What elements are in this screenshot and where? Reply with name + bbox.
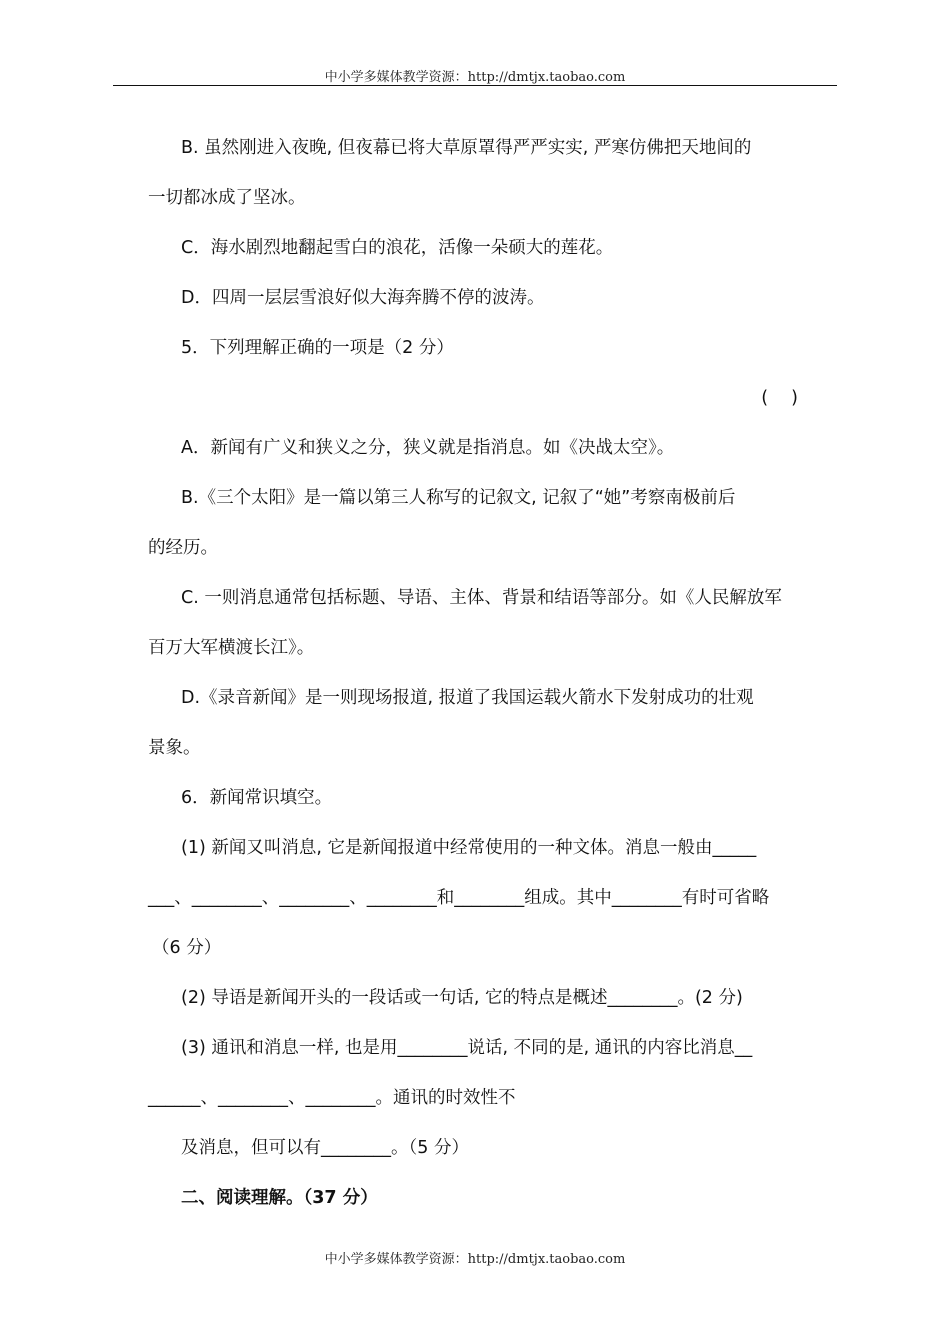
text-line: 百万大军横渡长江》。: [148, 638, 315, 658]
text-line: 及消息，但可以有________。（5 分）: [181, 1138, 469, 1158]
text-line: C．海水剧烈地翻起雪白的浪花，活像一朵硕大的莲花。: [181, 238, 614, 258]
text-line: D．四周一层层雪浪好似大海奔腾不停的波涛。: [181, 288, 545, 308]
question-6-title: 6．新闻常识填空。: [181, 788, 333, 808]
header-divider: [113, 85, 837, 86]
text-line: 一切都冰成了坚冰。: [148, 188, 306, 208]
page-footer-text: 中小学多媒体教学资源：http://dmtjx.taobao.com: [324, 1252, 626, 1267]
text-line: (1) 新闻又叫消息, 它是新闻报道中经常使用的一种文体。消息一般由_____: [181, 838, 757, 858]
text-line: ______、________、________。通讯的时效性不: [148, 1088, 516, 1108]
text-line: D.《录音新闻》是一则现场报道, 报道了我国运载火箭水下发射成功的壮观: [181, 688, 754, 708]
text-line: 景象。: [148, 738, 201, 758]
text-line: 的经历。: [148, 538, 218, 558]
section-heading: 二、阅读理解。（37 分）: [181, 1188, 378, 1208]
page-header-text: 中小学多媒体教学资源：http://dmtjx.taobao.com: [324, 70, 626, 85]
question-5-title: 5．下列理解正确的一项是（2 分）: [181, 338, 454, 358]
text-line: C. 一则消息通常包括标题、导语、主体、背景和结语等部分。如《人民解放军: [181, 588, 782, 608]
text-line: B.《三个太阳》是一篇以第三人称写的记叙文, 记叙了“她”考察南极前后: [181, 488, 736, 508]
text-line: （6 分）: [152, 938, 222, 958]
text-line: ___、________、________、________和________组成。其中________有时可省略: [148, 888, 770, 908]
text-line: A．新闻有广义和狭义之分，狭义就是指消息。如《决战太空》。: [181, 438, 675, 458]
text-line: (2) 导语是新闻开头的一段话或一句话, 它的特点是概述________。(2 分): [181, 988, 743, 1008]
answer-bracket: ( ): [761, 388, 798, 408]
text-line: (3) 通讯和消息一样, 也是用________说话, 不同的是, 通讯的内容比消息__: [181, 1038, 753, 1058]
text-line: B. 虽然刚进入夜晚, 但夜幕已将大草原罩得严严实实, 严寒仿佛把天地间的: [181, 138, 752, 158]
